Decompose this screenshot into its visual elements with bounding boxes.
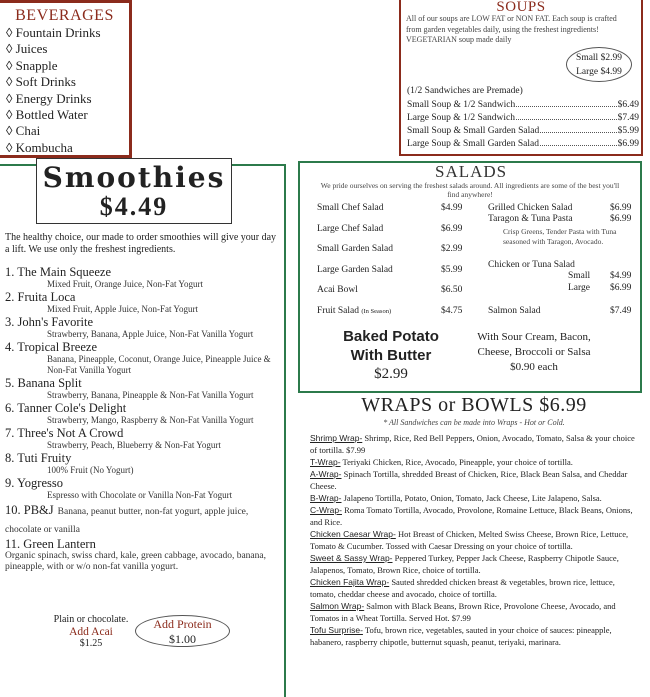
wraps-title: WRAPS or BOWLS $6.99 (361, 394, 587, 416)
wrap-desc: Peppered Turkey, Pepper Jack Cheese, Raspberry Chipotle Sauce, Jalapenos, Tomato, Brown Rice, choice of tortilla. (310, 553, 619, 575)
protein-price: $1.00 (169, 632, 196, 646)
smoothies-intro: The healthy choice, our made to order smoothies will give your day a lift. We use only the freshest ingredients. (5, 232, 277, 255)
salad-name: Large Garden Salad (317, 265, 393, 275)
salad-name: Acai Bowl (317, 285, 358, 295)
list-item (310, 600, 636, 624)
wrap-desc: Shrimp, Rice, Red Bell Peppers, Onion, Avocado, Tomato, Salsa & your choice of tortilla. $7.99 (310, 433, 635, 455)
salad-name: Fruit Salad (317, 306, 359, 316)
acai-label: Add Acai (69, 626, 113, 638)
salad-name-row (317, 306, 391, 316)
soup-small-price: Small $2.99 (576, 53, 622, 63)
soups-premade-note: (1/2 Sandwiches are Premade) (407, 86, 523, 96)
smoothie-desc: 100% Fruit (No Yogurt) (47, 465, 134, 475)
wrap-name: Tofu Surprise- (310, 625, 363, 635)
smoothie-desc: Organic spinach, swiss chard, kale, green cabbage, avocado, banana, pineapple, with or w/o non-fat vanilla yogurt. (5, 551, 266, 572)
list-item (5, 451, 281, 476)
smoothie-name: 3. John's Favorite (5, 315, 94, 329)
beverages-section (0, 0, 132, 158)
wrap-desc: Hot Breast of Chicken, Melted Swiss Cheese, Brown Rice, Lettuce, Tomato & Cucumber. Tossed with Caesar Dressing on your choice of tortilla. (310, 529, 629, 551)
salad-price: $4.99 (441, 203, 463, 213)
smoothie-name: 2. Fruita Loca (5, 290, 76, 304)
smoothie-desc: Espresso with Chocolate or Vanilla Non-Fat Yogurt (47, 490, 233, 500)
combo-label: Large Soup & Small Garden Salad (407, 139, 540, 149)
potato-price: $2.99 (374, 366, 408, 382)
smoothies-section (0, 161, 286, 697)
salad-name: Large Chef Salad (317, 224, 384, 234)
smoothies-price: $4.49 (99, 192, 169, 221)
acai-note: Plain or chocolate. (53, 614, 129, 625)
list-item (5, 290, 281, 315)
salad-price: $7.49 (610, 306, 632, 316)
smoothie-desc: Mixed Fruit, Apple Juice, Non-Fat Yogurt (47, 304, 199, 314)
list-item (5, 376, 281, 401)
list-item (310, 492, 636, 504)
combo-label: Small Soup & Small Garden Salad (407, 126, 540, 136)
baked-potato (335, 327, 447, 384)
smoothie-name: 5. Banana Split (5, 376, 82, 390)
wrap-desc: Sauted shredded chicken breast & vegetables, brown rice, lettuce, tomato, cheddar cheese and avocado, choice of tortilla. (310, 577, 615, 599)
salad-price: $6.99 (610, 283, 632, 293)
list-item: ◊ Soft Drinks (6, 74, 76, 90)
wrap-name: Sweet & Sassy Wrap- (310, 553, 393, 563)
smoothie-desc: Strawberry, Peach, Blueberry & Non-Fat Yogurt (47, 440, 221, 450)
combo-price: $6.99 (617, 139, 639, 149)
smoothie-desc: Mixed Fruit, Orange Juice, Non-Fat Yogurt (47, 279, 203, 289)
wraps-subtitle: * All Sandwiches can be made into Wraps - Hot or Cold. (383, 418, 565, 427)
salad-size: Large (568, 283, 590, 293)
smoothie-name: 7. Three's Not A Crowd (5, 426, 124, 440)
potato-line1: Baked Potato (343, 328, 439, 345)
smoothie-desc: Banana, Pineapple, Coconut, Orange Juice, Pineapple Juice & Non-Fat Vanilla Yogurt (47, 354, 271, 375)
salads-section (298, 161, 642, 393)
wrap-name: C-Wrap- (310, 505, 342, 515)
wrap-name: Shrimp Wrap- (310, 433, 363, 443)
smoothie-desc: Strawberry, Banana, Pineapple & Non-Fat Vanilla Yogurt (47, 390, 254, 400)
salad-price: $6.50 (441, 285, 463, 295)
potato-toppings (452, 330, 616, 375)
list-item (5, 426, 281, 451)
list-item (310, 504, 636, 528)
wrap-name: Chicken Caesar Wrap- (310, 529, 396, 539)
salads-intro: We pride ourselves on serving the freshest salads around. All ingredients are some of the best you'll find anywhere! (320, 181, 620, 199)
soups-intro: All of our soups are LOW FAT or NON FAT. Each soup is crafted from garden vegetables daily, using the freshest ingredients! VEGETARIAN soup made daily (406, 14, 617, 44)
list-item (310, 432, 636, 456)
list-item (5, 401, 281, 426)
list-item (5, 537, 281, 573)
list-item: ◊ Fountain Drinks (6, 25, 101, 40)
beverages-list (6, 25, 129, 156)
soup-price-oval (566, 47, 632, 82)
toppings-line1: With Sour Cream, Bacon, (477, 331, 591, 343)
salad-name: Small Chef Salad (317, 203, 384, 213)
beverages-title: BEVERAGES (15, 7, 114, 24)
soup-combo-row (407, 126, 639, 136)
wrap-desc: Roma Tomato Tortilla, Avocado, Provolone, Romaine Lettuce, Black Beans, Onions, and Rice. (310, 505, 633, 527)
list-item: ◊ Energy Drinks (6, 90, 92, 106)
salad-price: $6.99 (610, 214, 632, 224)
list-item: ◊ Juices (6, 41, 48, 57)
smoothie-name: 8. Tuti Fruity (5, 451, 72, 465)
combo-label: Small Soup & 1/2 Sandwich (407, 100, 516, 110)
list-item: ◊ Chai (6, 123, 41, 139)
wraps-list (310, 432, 636, 648)
smoothie-desc: Strawberry, Banana, Apple Juice, Non-Fat Vanilla Yogurt (47, 329, 254, 339)
smoothie-desc: Strawberry, Mango, Raspberry & Non-Fat Vanilla Yogurt (47, 415, 254, 425)
soup-combo-row (407, 139, 639, 149)
acai-price: $1.25 (79, 638, 103, 649)
wrap-desc: Jalapeno Tortilla, Potato, Onion, Tomato, Jack Cheese, Lite Jalapeno, Salsa. (341, 493, 602, 503)
list-item (310, 468, 636, 492)
salad-size: Small (568, 271, 591, 281)
list-item (310, 456, 636, 468)
smoothie-name: 11. Green Lantern (5, 537, 96, 551)
list-item (310, 552, 636, 576)
wrap-desc: Salmon with Black Beans, Brown Rice, Provolone Cheese, Avocado, and Tomatos in a Wheat Tortilla. Served Hot. $7.99 (310, 601, 616, 623)
smoothies-title-box (36, 158, 232, 224)
protein-addon (135, 615, 230, 647)
protein-label: Add Protein (153, 617, 212, 631)
list-item (5, 265, 281, 290)
smoothie-desc: Banana, peanut butter, non-fat yogurt, apple juice, chocolate or vanilla (5, 507, 249, 535)
list-item (5, 501, 281, 537)
smoothies-title: Smoothies (42, 161, 226, 194)
soups-title: SOUPS (496, 0, 546, 15)
list-item (310, 576, 636, 600)
wrap-name: B-Wrap- (310, 493, 342, 503)
potato-line2: With Butter (350, 347, 432, 364)
toppings-price: $0.90 each (510, 361, 558, 373)
list-item (5, 315, 281, 340)
salad-name: Chicken or Tuna Salad (488, 260, 575, 270)
smoothies-list (5, 265, 281, 573)
smoothie-name: 4. Tropical Breeze (5, 340, 97, 354)
salad-name: Salmon Salad (488, 306, 541, 316)
list-item (5, 340, 281, 376)
combo-price: $5.99 (617, 126, 639, 136)
salad-note: (In Season) (361, 308, 392, 315)
salad-price: $5.99 (441, 265, 463, 275)
wrap-name: Chicken Fajita Wrap- (310, 577, 390, 587)
smoothie-name: 10. PB&J (5, 503, 54, 517)
wrap-desc: Tofu, brown rice, vegetables, sauted in your choice of sauces: pineapple, habanero, raspberry chipotle, butternut squash, peanut, teriyaki, marinara. (310, 625, 612, 647)
toppings-line2: Cheese, Broccoli or Salsa (477, 346, 591, 358)
soup-large-price: Large $4.99 (576, 67, 622, 77)
list-item: ◊ Kombucha (6, 139, 73, 155)
salad-name: Grilled Chicken Salad (488, 203, 573, 213)
combo-price: $7.49 (617, 113, 639, 123)
smoothie-name: 6. Tanner Cole's Delight (5, 401, 127, 415)
soup-combo-row (407, 113, 639, 123)
salad-desc: Crisp Greens, Tender Pasta with Tuna seasoned with Taragon, Avocado. (503, 227, 617, 246)
combo-price: $6.49 (617, 100, 639, 110)
salads-title: SALADS (435, 162, 508, 181)
combo-label: Large Soup & 1/2 Sandwich (407, 113, 516, 123)
list-item (5, 476, 281, 501)
salad-price: $4.75 (441, 306, 463, 316)
list-item (310, 528, 636, 552)
salad-name: Taragon & Tuna Pasta (488, 214, 573, 224)
salad-price: $6.99 (441, 224, 463, 234)
soup-combo-row (407, 100, 639, 110)
wrap-name: A-Wrap- (310, 469, 342, 479)
salad-price: $2.99 (441, 244, 463, 254)
list-item: ◊ Bottled Water (6, 107, 88, 123)
smoothie-name: 1. The Main Squeeze (5, 265, 111, 279)
acai-addon (46, 614, 136, 650)
wrap-name: Salmon Wrap- (310, 601, 365, 611)
smoothie-name: 9. Yogresso (5, 476, 64, 490)
salad-price: $4.99 (610, 271, 632, 281)
list-item: ◊ Snapple (6, 57, 58, 73)
wrap-desc: Teriyaki Chicken, Rice, Avocado, Pineapple, your choice of tortilla. (340, 457, 573, 467)
soups-section (399, 0, 643, 156)
wrap-name: T-Wrap- (310, 457, 341, 467)
wrap-desc: Spinach Tortilla, shredded Breast of Chicken, Rice, Black Bean Salsa, and Cheddar Cheese. (310, 469, 628, 491)
salad-price: $6.99 (610, 203, 632, 213)
list-item (310, 624, 636, 648)
salad-name: Small Garden Salad (317, 244, 393, 254)
